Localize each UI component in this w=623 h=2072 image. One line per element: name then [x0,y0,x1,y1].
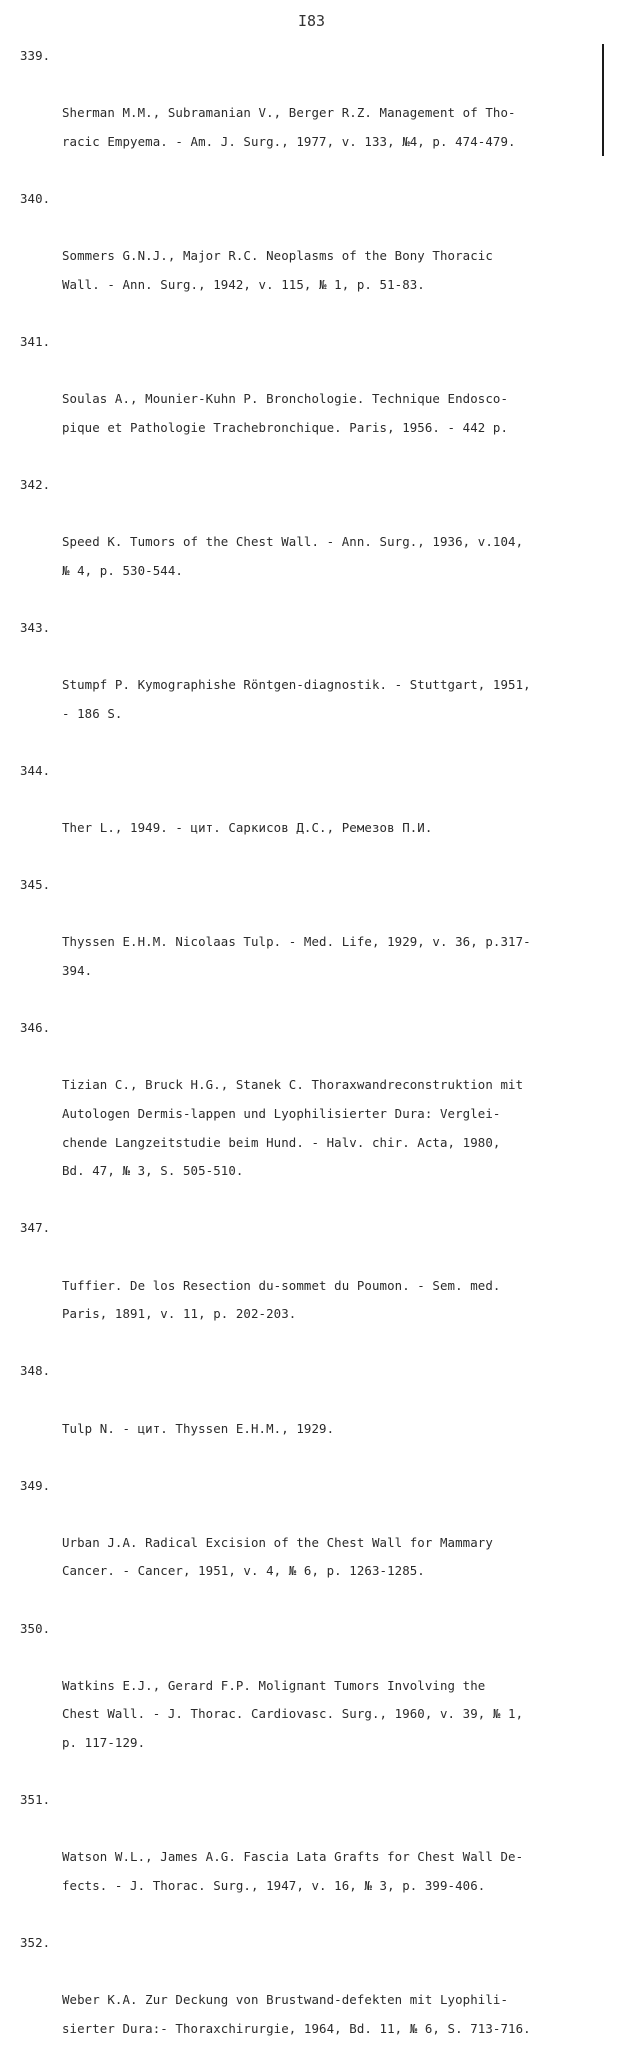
reference-number: 349. [20,1477,51,1493]
reference-number: 350. [20,1620,51,1636]
reference-number: 340. [20,190,51,206]
reference-number: 351. [20,1792,51,1808]
reference-text: Thyssen E.H.M. Nicolaas Tulp. - Med. Life, 1929, v. 36, p.317- 394. [62,934,531,978]
reference-text: Ther L., 1949. - цит. Саркисов Д.С., Ремезов П.И. [62,820,433,836]
reference-item [20,1929,605,2072]
reference-item [20,757,605,871]
reference-number: 348. [20,1363,51,1379]
reference-number: 344. [20,762,51,778]
reference-text: Tulp N. - цит. Thyssen E.H.M., 1929. [62,1420,335,1436]
reference-item [20,1615,605,1787]
reference-text: Watson W.L., James A.G. Fascia Lata Grafts for Chest Wall De- fects. - J. Thorac. Surg., 1947, v. 16, № 3, p. 399-406. [62,1849,524,1893]
reference-number: 347. [20,1220,51,1236]
reference-text: Watkins E.J., Gerard F.P. Moligпant Tumors Involving the Chest Wall. - J. Thorac. Cardiovasc. Surg., 1960, v. 39, № 1, p. 117-129. [62,1677,524,1751]
reference-text: Weber K.A. Zur Deckung von Brustwand-defekten mit Lyophili- sierter Dura:- Thoraxchirurgie, 1964, Bd. 11, № 6, S. 713-716. [62,1992,531,2036]
reference-text: Sherman M.M., Subramanian V., Berger R.Z. Management of Tho- racic Empyema. - Am. J. Surg., 1977, v. 133, №4, p. 474-479. [62,105,516,149]
reference-text: Tuffier. De los Resection du-sommet du Poumon. - Sem. med. Paris, 1891, v. 11, p. 202-203. [62,1277,501,1322]
reference-text: Stumpf P. Kymographishe Röntgen-diagnostik. - Stuttgart, 1951, - 186 S. [62,677,531,721]
page-number: I83 [297,12,326,30]
reference-text: Urban J.A. Radical Excision of the Chest Wall for Mammary Cancer. - Cancer, 1951, v. 4, № 6, p. 1263-1285. [62,1534,493,1579]
reference-item [20,185,605,328]
reference-item [20,871,605,1014]
reference-item [20,328,605,471]
reference-number: 346. [20,1020,51,1036]
reference-number: 352. [20,1935,51,1951]
reference-item [20,1214,605,1357]
reference-number: 345. [20,877,51,893]
reference-item [20,42,605,185]
reference-number: 339. [20,48,51,63]
reference-number: 341. [20,333,51,349]
reference-text: Sommers G.N.J., Major R.C. Neoplasms of the Bony Thoracic Wall. - Ann. Surg., 1942, v. 115, № 1, p. 51-83. [62,248,493,292]
reference-item [20,1786,605,1929]
reference-text: Speed K. Tumors of the Chest Wall. - Ann. Surg., 1936, v.104, № 4, p. 530-544. [62,534,524,578]
reference-item [20,614,605,757]
reference-number: 343. [20,619,51,635]
reference-number: 342. [20,476,51,492]
reference-item [20,1014,605,1214]
reference-item [20,1472,605,1615]
reference-text: Tizian C., Bruck H.G., Stanek C. Thoraxwandreconstruktion mit Autologen Dermis-lappen und Lyophilisierter Dura: Verglei- chende Langzeitstudie beim Hund. - Halv. chir. Acta, 1980, Bd. 47, № 3, S. 505-510. [62,1077,524,1179]
reference-text: Soulas A., Mounier-Kuhn P. Bronchologie. Technique Endosco- pique et Pathologie Trachebronchique. Paris, 1956. - 442 p. [62,391,509,435]
reference-list [20,42,605,2072]
reference-item [20,471,605,614]
reference-item [20,1357,605,1471]
